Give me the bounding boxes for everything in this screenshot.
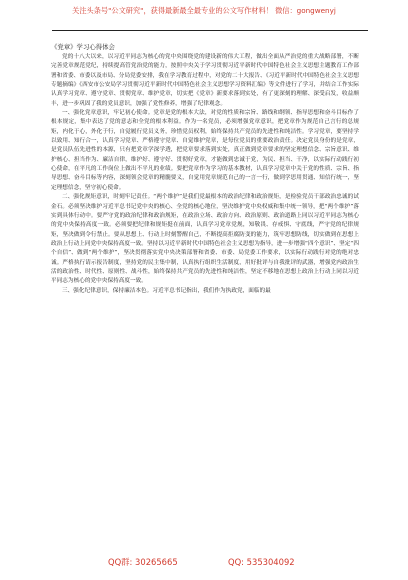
footer-contact: [0, 556, 408, 574]
banner-text: 关注头条号"公文研究"，获得最新最全最专业的公文写作材料！ 微信：gongwenyj: [72, 6, 336, 15]
paragraph-intro: 党的十八大以来，以习近平同志为核心的党中央围绕党的建设新的伟大工程，做出全面从严治党的重大战略部署，不断完善党章规范党纪，持续提高管党治党的能力，按照中央关于学习贯彻习近平新时代中国特色社会主义思想主题教育工作部署和省委、市委以及市局、分局党委安排，我在学习教育过程中，对党的二十大报告、《习近平新时代中国特色社会主义思想专题摘编》《西安市公安局学习贯彻习近平新时代中国特色社会主义思想学习资料汇编》等文件进行了学习，并结合工作实际认真学习党章、遵守党章、贯彻党章、维护党章，切实把《党章》新要求落到实处，有了更深刻的理解、深受启发，收益颇丰，进一步巩固了我的党员意识，加强了党性修养，增强了纪律观念。: [51, 54, 359, 107]
paragraph-section-3: 三、强化纪律意识，保持廉洁本色。习近平总书记指出，我们作为执政党，面临的最: [62, 287, 271, 294]
footer-qq: QQ: 535304092: [228, 557, 295, 567]
footer-qq-group: QQ群: 30265665: [108, 557, 178, 567]
header-divider: [52, 30, 368, 31]
paragraph-section-2: 二、强化规矩意识，时刻牢记责任。“两个维护”是我们党最根本的政治纪律和政治规矩，是检验党员干部政治忠诚的试金石。必须坚决维护习近平总书记党中央的核心、全党的核心地位，坚决维护党中央权威和集中统一领导，把“两个维护”落实到具体行动中。要严守党的政治纪律和政治规矩，在政治立场、政治方向、政治原则、政治道路上同以习近平同志为核心的党中央保持高度一致。必须要把纪律和规矩挺在前面，认真学习党章党规，知敬畏、存戒惧、守底线，严守党的纪律规矩，坚决做到令行禁止。要从思想上、行动上时刻警醒自己，不断提高拒腐防变的能力，筑牢思想防线，切实做到在思想上政治上行动上同党中央保持高度一致。坚持以习近平新时代中国特色社会主义思想为指导，进一步增强“四个意识”、坚定“四个自信”、做到“两个维护”，坚决贯彻落实党中央决策部署和省委、市委、局党委工作要求，以实际行动践行对党的绝对忠诚。严格执行请示报告制度，坚持党的民主集中制，认真执行组织生活制度，用好批评与自我批评的武器，增强党内政治生活的政治性、时代性、原则性、战斗性，始终保持共产党员的先进性和纯洁性，坚定不移地在思想上政治上行动上同以习近平同志为核心的党中央保持高度一致。: [51, 194, 359, 285]
header-banner: [0, 0, 408, 34]
paragraph-section-1: 一、强化党章意识，牢记初心使命。党章是党的根本大法，对党的性质和宗旨、路线和纲领、指导思想和奋斗目标作了根本规定，集中表达了党的意志和全党的根本利益。作为一名党员，必须增强党章意识，把党章作为规范自己言行的总规矩，内化于心，外化于行，自觉履行党员义务，珍惜党员权利，始终保持共产党员的先进性和纯洁性。学习党章，要坚持学以致用、知行合一，认真学习党章、严格遵守党章、自觉维护党章，是每位党员的重要政治责任。决定党员身份的是党章，是党员队伍先进性的本源，只有把党章学深学透，把党章要求落到实处，真正做到党章要求的坚定理想信念、宗旨意识、维护核心、担当作为、廉洁自律，维护好、遵守好、贯彻好党章，才能做到忠诚于党，为民、担当、干净，以实际行动践行初心使命，在平凡的工作岗位上做出不平凡的业绩。要把党章作为学习的基本教材，认真学习党章中关于党的性质、宗旨、指导思想、奋斗目标等内容，深刻领会党章的精髓要义，自觉用党章规范自己的一言一行，做到学思用贯通、知信行统一，坚定理想信念，坚守初心使命。: [51, 110, 359, 191]
document-title: 《党章》学习心得体会: [51, 43, 115, 51]
document-body: [51, 42, 359, 296]
